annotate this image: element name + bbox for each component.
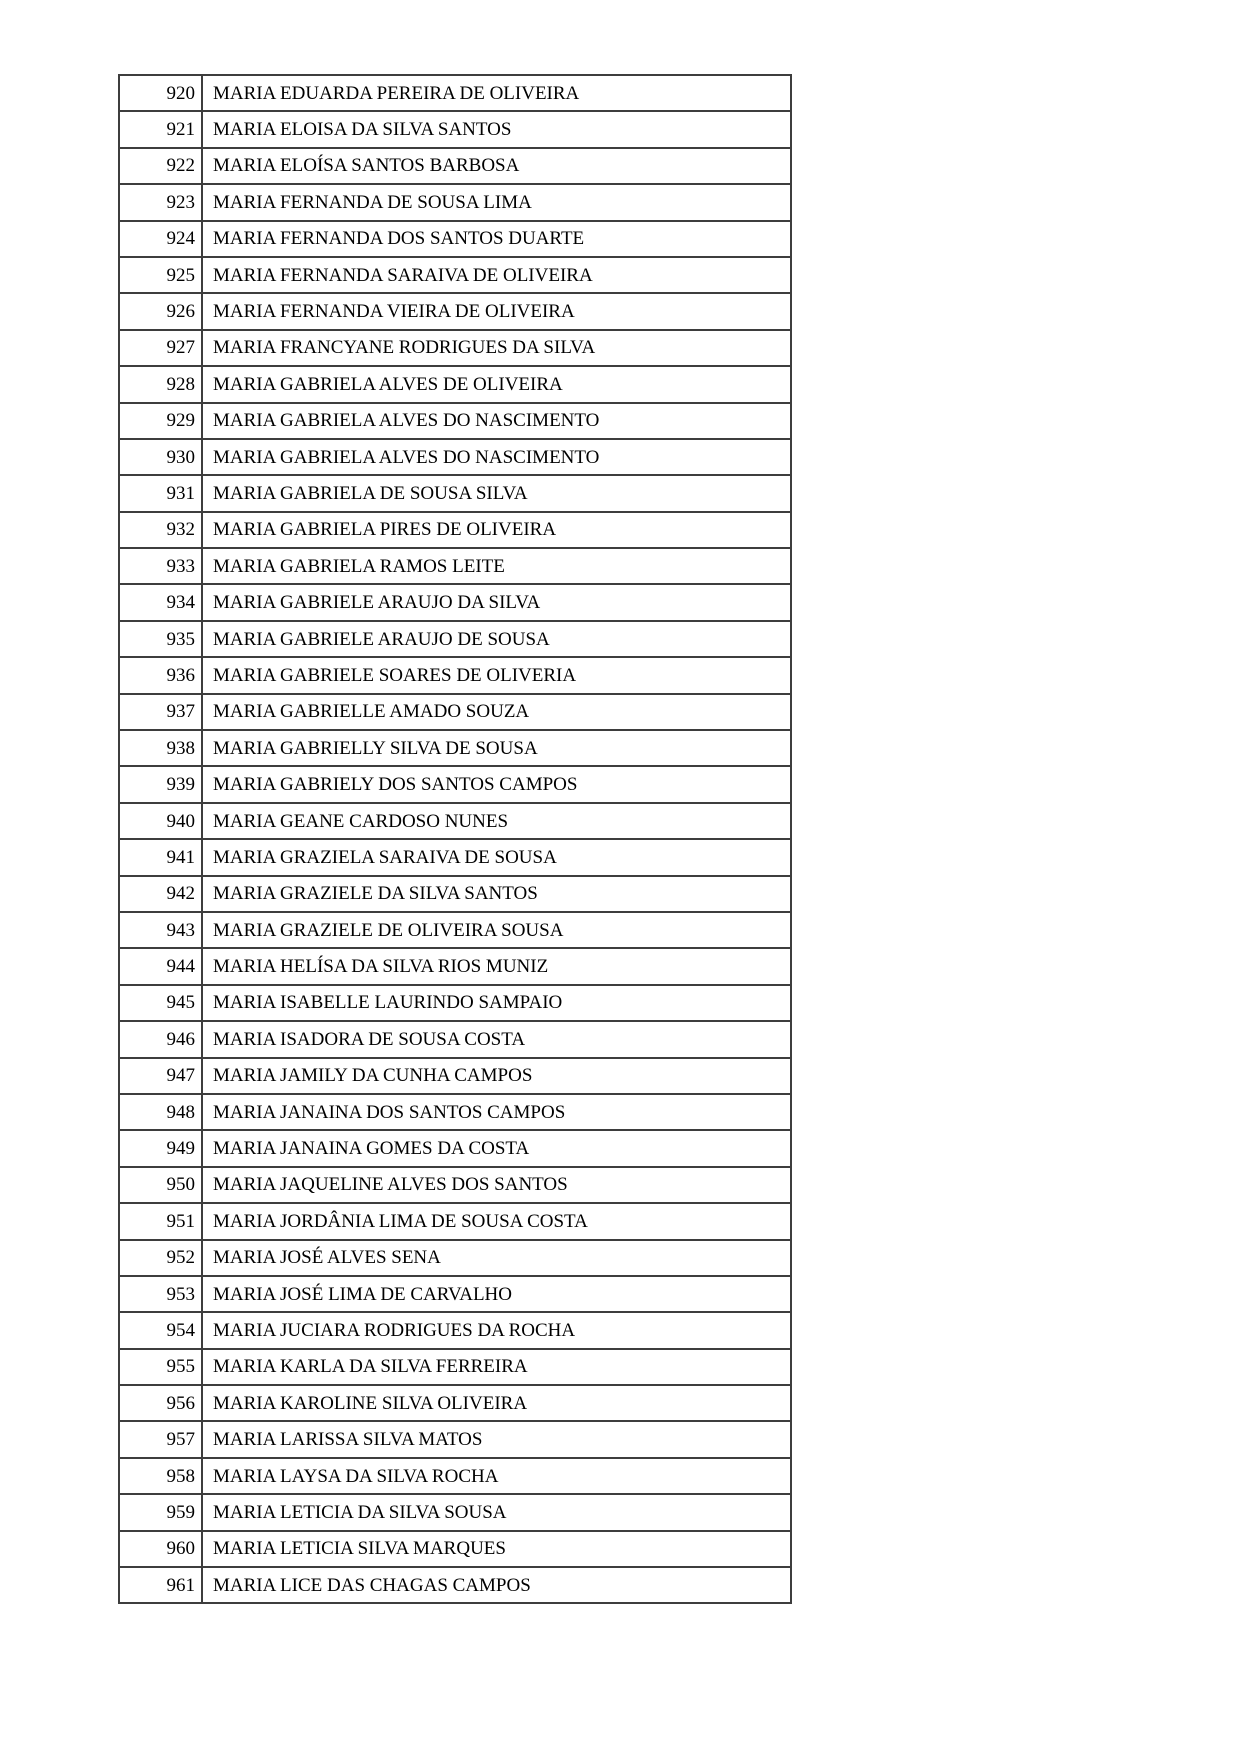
row-name: MARIA EDUARDA PEREIRA DE OLIVEIRA bbox=[202, 75, 791, 111]
row-number: 953 bbox=[119, 1276, 202, 1312]
table-row bbox=[119, 694, 791, 730]
table-row bbox=[119, 1494, 791, 1530]
row-number: 939 bbox=[119, 766, 202, 802]
row-name: MARIA GABRIELY DOS SANTOS CAMPOS bbox=[202, 766, 791, 802]
row-name: MARIA LARISSA SILVA MATOS bbox=[202, 1421, 791, 1457]
table-row bbox=[119, 1167, 791, 1203]
table-row bbox=[119, 184, 791, 220]
row-name: MARIA GABRIELE ARAUJO DE SOUSA bbox=[202, 621, 791, 657]
row-name: MARIA JOSÉ LIMA DE CARVALHO bbox=[202, 1276, 791, 1312]
row-name: MARIA JOSÉ ALVES SENA bbox=[202, 1240, 791, 1276]
row-name: MARIA GABRIELE SOARES DE OLIVERIA bbox=[202, 657, 791, 693]
table-row bbox=[119, 1349, 791, 1385]
table-row bbox=[119, 1203, 791, 1239]
table-row bbox=[119, 1276, 791, 1312]
row-name: MARIA GABRIELA ALVES DE OLIVEIRA bbox=[202, 366, 791, 402]
row-number: 955 bbox=[119, 1349, 202, 1385]
row-name: MARIA LETICIA DA SILVA SOUSA bbox=[202, 1494, 791, 1530]
table-row bbox=[119, 803, 791, 839]
row-number: 928 bbox=[119, 366, 202, 402]
row-name: MARIA GABRIELA RAMOS LEITE bbox=[202, 548, 791, 584]
row-number: 929 bbox=[119, 403, 202, 439]
row-name: MARIA GABRIELLY SILVA DE SOUSA bbox=[202, 730, 791, 766]
table-row bbox=[119, 876, 791, 912]
row-name: MARIA GRAZIELE DA SILVA SANTOS bbox=[202, 876, 791, 912]
table-row bbox=[119, 1094, 791, 1130]
table-row bbox=[119, 512, 791, 548]
table-row bbox=[119, 330, 791, 366]
row-name: MARIA FERNANDA VIEIRA DE OLIVEIRA bbox=[202, 293, 791, 329]
row-number: 923 bbox=[119, 184, 202, 220]
row-name: MARIA GABRIELA ALVES DO NASCIMENTO bbox=[202, 403, 791, 439]
row-name: MARIA ISADORA DE SOUSA COSTA bbox=[202, 1021, 791, 1057]
table-row bbox=[119, 111, 791, 147]
row-name: MARIA GABRIELE ARAUJO DA SILVA bbox=[202, 584, 791, 620]
row-name: MARIA GRAZIELA SARAIVA DE SOUSA bbox=[202, 839, 791, 875]
table-row bbox=[119, 148, 791, 184]
row-name: MARIA KARLA DA SILVA FERREIRA bbox=[202, 1349, 791, 1385]
row-name: MARIA JUCIARA RODRIGUES DA ROCHA bbox=[202, 1312, 791, 1348]
row-number: 941 bbox=[119, 839, 202, 875]
row-number: 945 bbox=[119, 985, 202, 1021]
table-row bbox=[119, 839, 791, 875]
row-number: 938 bbox=[119, 730, 202, 766]
row-number: 948 bbox=[119, 1094, 202, 1130]
table-row bbox=[119, 948, 791, 984]
table-row bbox=[119, 75, 791, 111]
row-number: 934 bbox=[119, 584, 202, 620]
row-name: MARIA GABRIELA DE SOUSA SILVA bbox=[202, 475, 791, 511]
row-number: 932 bbox=[119, 512, 202, 548]
row-number: 933 bbox=[119, 548, 202, 584]
row-name: MARIA LICE DAS CHAGAS CAMPOS bbox=[202, 1567, 791, 1603]
table-row bbox=[119, 1531, 791, 1567]
row-name: MARIA ISABELLE LAURINDO SAMPAIO bbox=[202, 985, 791, 1021]
row-number: 952 bbox=[119, 1240, 202, 1276]
table-row bbox=[119, 1421, 791, 1457]
row-number: 960 bbox=[119, 1531, 202, 1567]
table-row bbox=[119, 221, 791, 257]
row-name: MARIA ELOISA DA SILVA SANTOS bbox=[202, 111, 791, 147]
roster-table-body bbox=[119, 75, 791, 1603]
row-name: MARIA LAYSA DA SILVA ROCHA bbox=[202, 1458, 791, 1494]
name-roster-table bbox=[118, 74, 792, 1604]
row-name: MARIA JANAINA GOMES DA COSTA bbox=[202, 1130, 791, 1166]
row-name: MARIA JAMILY DA CUNHA CAMPOS bbox=[202, 1058, 791, 1094]
row-name: MARIA KAROLINE SILVA OLIVEIRA bbox=[202, 1385, 791, 1421]
row-number: 926 bbox=[119, 293, 202, 329]
row-name: MARIA GABRIELA ALVES DO NASCIMENTO bbox=[202, 439, 791, 475]
row-number: 930 bbox=[119, 439, 202, 475]
row-number: 921 bbox=[119, 111, 202, 147]
row-name: MARIA JAQUELINE ALVES DOS SANTOS bbox=[202, 1167, 791, 1203]
row-name: MARIA GRAZIELE DE OLIVEIRA SOUSA bbox=[202, 912, 791, 948]
row-number: 944 bbox=[119, 948, 202, 984]
table-row bbox=[119, 766, 791, 802]
table-row bbox=[119, 439, 791, 475]
table-row bbox=[119, 1385, 791, 1421]
row-name: MARIA FERNANDA DE SOUSA LIMA bbox=[202, 184, 791, 220]
row-number: 927 bbox=[119, 330, 202, 366]
row-number: 949 bbox=[119, 1130, 202, 1166]
row-number: 958 bbox=[119, 1458, 202, 1494]
table-row bbox=[119, 548, 791, 584]
row-number: 925 bbox=[119, 257, 202, 293]
row-name: MARIA JORDÂNIA LIMA DE SOUSA COSTA bbox=[202, 1203, 791, 1239]
row-number: 942 bbox=[119, 876, 202, 912]
table-row bbox=[119, 403, 791, 439]
row-number: 947 bbox=[119, 1058, 202, 1094]
row-name: MARIA GABRIELLE AMADO SOUZA bbox=[202, 694, 791, 730]
row-name: MARIA ELOÍSA SANTOS BARBOSA bbox=[202, 148, 791, 184]
table-row bbox=[119, 1458, 791, 1494]
row-name: MARIA GABRIELA PIRES DE OLIVEIRA bbox=[202, 512, 791, 548]
table-row bbox=[119, 912, 791, 948]
table-row bbox=[119, 985, 791, 1021]
row-number: 954 bbox=[119, 1312, 202, 1348]
table-row bbox=[119, 257, 791, 293]
table-row bbox=[119, 1312, 791, 1348]
row-number: 922 bbox=[119, 148, 202, 184]
row-number: 940 bbox=[119, 803, 202, 839]
row-number: 936 bbox=[119, 657, 202, 693]
table-row bbox=[119, 621, 791, 657]
row-name: MARIA GEANE CARDOSO NUNES bbox=[202, 803, 791, 839]
table-row bbox=[119, 1567, 791, 1603]
row-number: 924 bbox=[119, 221, 202, 257]
table-row bbox=[119, 730, 791, 766]
row-number: 951 bbox=[119, 1203, 202, 1239]
table-row bbox=[119, 1058, 791, 1094]
row-number: 957 bbox=[119, 1421, 202, 1457]
row-number: 959 bbox=[119, 1494, 202, 1530]
row-name: MARIA LETICIA SILVA MARQUES bbox=[202, 1531, 791, 1567]
table-row bbox=[119, 475, 791, 511]
row-number: 935 bbox=[119, 621, 202, 657]
row-number: 937 bbox=[119, 694, 202, 730]
row-number: 931 bbox=[119, 475, 202, 511]
row-name: MARIA FERNANDA DOS SANTOS DUARTE bbox=[202, 221, 791, 257]
row-name: MARIA JANAINA DOS SANTOS CAMPOS bbox=[202, 1094, 791, 1130]
row-number: 946 bbox=[119, 1021, 202, 1057]
row-name: MARIA FERNANDA SARAIVA DE OLIVEIRA bbox=[202, 257, 791, 293]
table-row bbox=[119, 1240, 791, 1276]
row-number: 943 bbox=[119, 912, 202, 948]
table-row bbox=[119, 657, 791, 693]
table-row bbox=[119, 293, 791, 329]
row-name: MARIA HELÍSA DA SILVA RIOS MUNIZ bbox=[202, 948, 791, 984]
row-number: 920 bbox=[119, 75, 202, 111]
row-name: MARIA FRANCYANE RODRIGUES DA SILVA bbox=[202, 330, 791, 366]
row-number: 956 bbox=[119, 1385, 202, 1421]
row-number: 961 bbox=[119, 1567, 202, 1603]
table-row bbox=[119, 1130, 791, 1166]
table-row bbox=[119, 366, 791, 402]
row-number: 950 bbox=[119, 1167, 202, 1203]
table-row bbox=[119, 584, 791, 620]
table-row bbox=[119, 1021, 791, 1057]
